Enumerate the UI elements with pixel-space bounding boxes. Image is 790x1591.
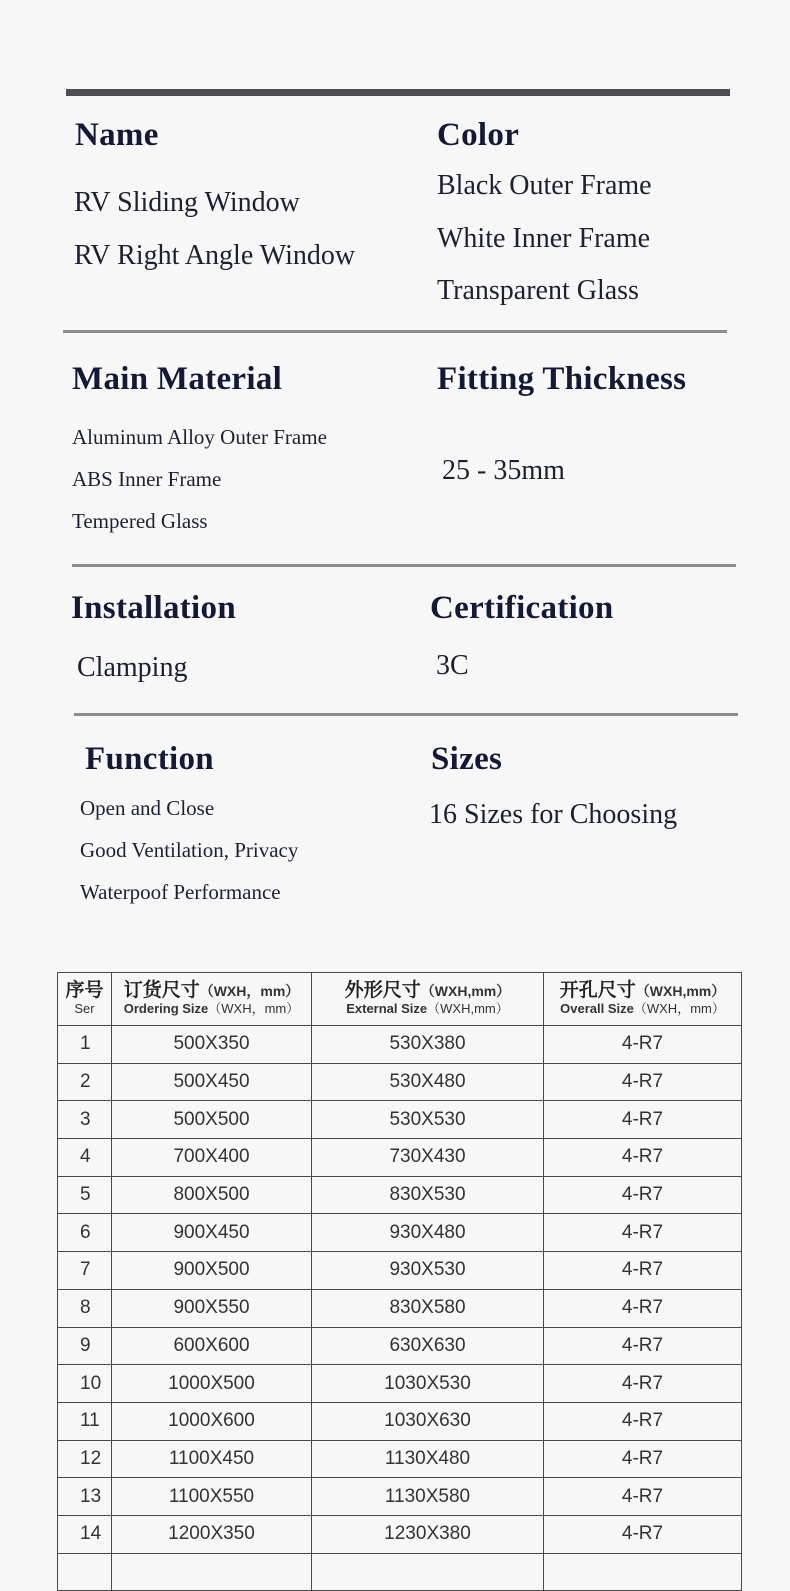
- divider-2: [72, 564, 736, 567]
- header-overall-cn: 开孔尺寸: [559, 980, 636, 1002]
- cell-overall-size: 4-R7: [544, 1289, 742, 1327]
- header-ordering-unit: （WXH，mm）: [208, 1001, 300, 1017]
- table-row: [58, 1214, 742, 1252]
- cell-ordering-size: 900X550: [112, 1289, 312, 1327]
- cell-ordering-size: 500X450: [112, 1063, 312, 1101]
- sizes-value: 16 Sizes for Choosing: [429, 799, 678, 830]
- cell-ser: 11: [58, 1402, 112, 1440]
- cell-ordering-size: 800X500: [112, 1176, 312, 1214]
- name-value-2: RV Right Angle Window: [74, 240, 356, 271]
- header-external-unit: （WXH,mm）: [427, 1001, 509, 1017]
- function-value-2: Good Ventilation, Privacy: [80, 838, 299, 862]
- main-material-heading: Main Material: [72, 361, 283, 397]
- table-row: [58, 1289, 742, 1327]
- cell-external-size: 1130X580: [312, 1478, 544, 1516]
- cell-overall-size: 4-R7: [544, 1139, 742, 1177]
- header-overall-unit: （WXH，mm）: [633, 1001, 725, 1017]
- cell-external-size: 530X380: [312, 1026, 544, 1064]
- color-value-3: Transparent Glass: [437, 275, 639, 306]
- cell-external-size: 730X430: [312, 1139, 544, 1177]
- installation-heading: Installation: [71, 590, 236, 626]
- cell-ser: 8: [58, 1289, 112, 1327]
- cell-external-size: 630X630: [312, 1327, 544, 1365]
- color-value-2: White Inner Frame: [437, 223, 651, 254]
- divider-3: [74, 713, 738, 716]
- main-material-value-1: Aluminum Alloy Outer Frame: [72, 425, 327, 449]
- cell-ordering-size: 500X500: [112, 1101, 312, 1139]
- cell-ser: 1: [58, 1026, 112, 1064]
- cell-ordering-size: 500X350: [112, 1026, 312, 1064]
- header-overall-size: [544, 973, 742, 1026]
- cell-external-size: 1130X480: [312, 1440, 544, 1478]
- cell-external-size: 1030X530: [312, 1365, 544, 1403]
- table-row: [58, 1402, 742, 1440]
- header-ordering-unit-cn: （WXH，mm）: [199, 983, 300, 1000]
- cell-ordering-size: 1100X550: [112, 1478, 312, 1516]
- table-row: [58, 1063, 742, 1101]
- header-ordering-en: Ordering Size: [123, 1001, 209, 1017]
- cell-ser: 7: [58, 1252, 112, 1290]
- header-overall-unit-cn: （WXH,mm）: [635, 983, 726, 1000]
- main-material-value-3: Tempered Glass: [72, 509, 208, 533]
- name-heading: Name: [75, 117, 159, 153]
- cell-overall-size: 4-R7: [544, 1026, 742, 1064]
- table-row: [58, 1252, 742, 1290]
- cell-ser: 6: [58, 1214, 112, 1252]
- cell-external-size: 930X530: [312, 1252, 544, 1290]
- name-value-1: RV Sliding Window: [74, 187, 300, 218]
- header-ordering-cn: 订货尺寸: [123, 980, 200, 1002]
- cell-overall-size: 4-R7: [544, 1365, 742, 1403]
- cell-ordering-size: 900X450: [112, 1214, 312, 1252]
- cell-external-size: 1030X630: [312, 1402, 544, 1440]
- cell-ser: 9: [58, 1327, 112, 1365]
- certification-heading: Certification: [430, 590, 614, 626]
- table-row: [58, 1101, 742, 1139]
- cell-overall-size: 4-R7: [544, 1176, 742, 1214]
- cell-overall-size: 4-R7: [544, 1440, 742, 1478]
- cell-ordering-size: 1200X350: [112, 1515, 312, 1553]
- cell-ser: 14: [58, 1515, 112, 1553]
- table-row: [58, 1440, 742, 1478]
- table-row: [58, 1365, 742, 1403]
- header-ser-en: Ser: [74, 1001, 95, 1017]
- function-heading: Function: [85, 741, 214, 777]
- header-external-cn: 外形尺寸: [344, 980, 421, 1002]
- color-heading: Color: [437, 117, 520, 153]
- fitting-thickness-value: 25 - 35mm: [442, 455, 565, 486]
- cell-overall-size: 4-R7: [544, 1252, 742, 1290]
- header-external-en: External Size: [346, 1001, 428, 1017]
- cell-ser: 3: [58, 1101, 112, 1139]
- cell-ser: 12: [58, 1440, 112, 1478]
- cell-ser: 10: [58, 1365, 112, 1403]
- table-row: [58, 1327, 742, 1365]
- cell-external-size: 1230X380: [312, 1515, 544, 1553]
- size-table: [57, 972, 742, 1591]
- certification-value: 3C: [436, 650, 469, 681]
- cell-overall-size: 4-R7: [544, 1327, 742, 1365]
- cell-external-size: 530X530: [312, 1101, 544, 1139]
- top-divider: [66, 89, 730, 96]
- function-value-1: Open and Close: [80, 796, 215, 820]
- fitting-thickness-heading: Fitting Thickness: [437, 361, 687, 397]
- cell-overall-size: 4-R7: [544, 1478, 742, 1516]
- cell-ordering-size: 1100X450: [112, 1440, 312, 1478]
- color-value-1: Black Outer Frame: [437, 170, 652, 201]
- cell-external-size: 830X530: [312, 1176, 544, 1214]
- size-table-header: [58, 973, 742, 1026]
- cell-external-size: 930X480: [312, 1214, 544, 1252]
- table-row: [58, 1478, 742, 1516]
- cell-ser: 5: [58, 1176, 112, 1214]
- table-row: [58, 1026, 742, 1064]
- header-ser: [58, 973, 112, 1026]
- cell-external-size: 830X580: [312, 1289, 544, 1327]
- header-ordering-size: [112, 973, 312, 1026]
- cell-ser: 4: [58, 1139, 112, 1177]
- table-row: [58, 1176, 742, 1214]
- main-material-value-2: ABS Inner Frame: [72, 467, 222, 491]
- header-ser-cn: 序号: [65, 980, 104, 1002]
- table-row: [58, 1139, 742, 1177]
- divider-1: [63, 330, 727, 333]
- function-value-3: Waterpoof Performance: [80, 880, 281, 904]
- cell-overall-size: 4-R7: [544, 1063, 742, 1101]
- cell-ser: 13: [58, 1478, 112, 1516]
- table-row: [58, 1515, 742, 1553]
- cell-ordering-size: 1000X600: [112, 1402, 312, 1440]
- installation-value: Clamping: [77, 652, 188, 683]
- cell-overall-size: 4-R7: [544, 1214, 742, 1252]
- header-external-size: [312, 973, 544, 1026]
- cell-ordering-size: 900X500: [112, 1252, 312, 1290]
- cell-overall-size: 4-R7: [544, 1402, 742, 1440]
- header-overall-en: Overall Size: [560, 1001, 634, 1017]
- cell-ser: 2: [58, 1063, 112, 1101]
- cell-overall-size: 4-R7: [544, 1101, 742, 1139]
- header-external-unit-cn: （WXH,mm）: [420, 983, 511, 1000]
- cell-ordering-size: 1000X500: [112, 1365, 312, 1403]
- cell-overall-size: 4-R7: [544, 1515, 742, 1553]
- cell-ordering-size: 600X600: [112, 1327, 312, 1365]
- cell-external-size: 530X480: [312, 1063, 544, 1101]
- cell-ordering-size: 700X400: [112, 1139, 312, 1177]
- sizes-heading: Sizes: [431, 741, 503, 777]
